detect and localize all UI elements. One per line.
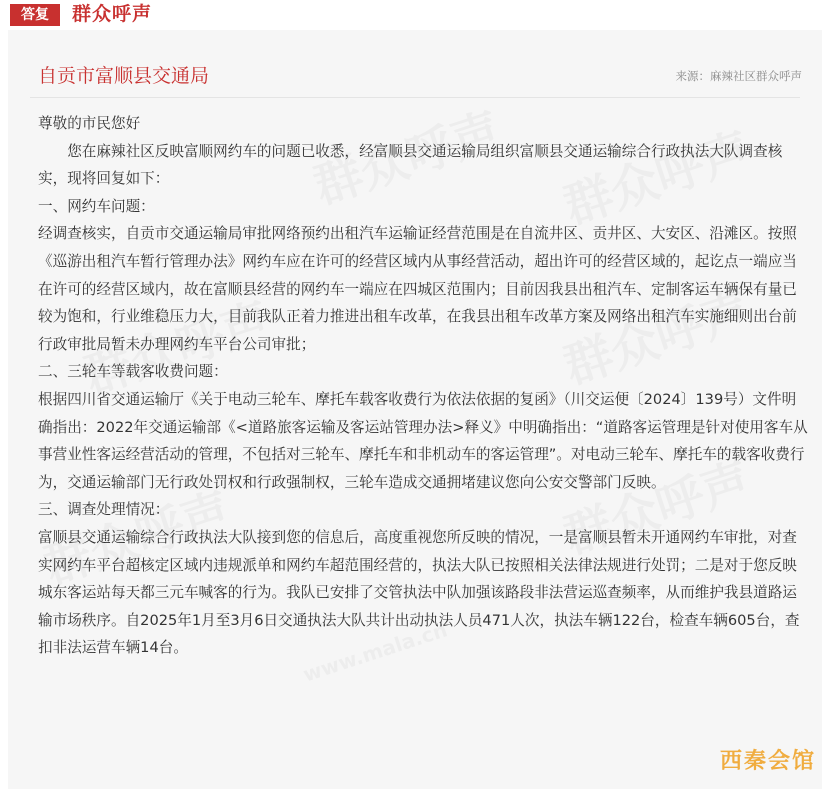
section-heading-2: 二、三轮车等载客收费问题： [38,363,228,381]
section-paragraph-1: 经调查核实，自贡市交通运输局审批网络预约出租汽车运输证经营范围是在自流井区、贡井区、大安区、沿滩区。按照《巡游出租汽车暂行管理办法》网约车应在许可的经营区域内从事经营活动，超出许可的经营区域的，起讫点一端应当在许可的经营区域内，故在富顺县经营的网约车一端应在四城区范围内；目前因我县出租汽车、定制客运车辆保有量已较为饱和，行业维稳压力大，目前我队正着力推进出租车改革，在我县出租车改革方案及网络出租汽车实施细则出台前行政审批局暂未办理网约车平台公司审批； [38,225,797,353]
greeting: 尊敬的市民您好 [38,115,141,132]
intro-paragraph: 您在麻辣社区反映富顺网约车的问题已收悉，经富顺县交通运输局组织富顺县交通运输综合行政执法大队调查核实，现将回复如下： [38,142,783,188]
section-paragraph-2: 根据四川省交通运输厅《关于电动三轮车、摩托车载客收费行为依法依据的复函》（川交运便〔2024〕139号）文件明确指出：2022年交通运输部《<道路旅客运输及客运站管理办法>释义》中明确指出：“道路客运管理是针对使用客车从事营业性客运经营活动的管理，不包括对三轮车、摩托车和非机动车的客运管理”。对电动三轮车、摩托车的载客收费行为，交通运输部门无行政处罚权和行政强制权，三轮车造成交通拥堵建议您向公安交警部门反映。 [38,390,808,491]
section-paragraph-3: 富顺县交通运输综合行政执法大队接到您的信息后，高度重视您所反映的情况，一是富顺县暂未开通网约车审批，对查实网约车平台超核定区域内违规派单和网约车超范围经营的，执法大队已按照相关法律法规进行处罚；二是对于您反映城东客运站每天都三元车喊客的行为。我队已安排了交管执法中队加强该路段非法营运巡查频率，从而维护我县道路运输市场秩序。自2025年1月至3月6日交通执法大队共计出动执法人员471人次，执法车辆122台，检查车辆605台，查扣非法运营车辆14台。 [38,528,800,657]
article-source: 来源：麻辣社区群众呼声 [675,69,802,83]
brand-title[interactable]: 群众呼声 [72,3,153,25]
section-heading-3: 三、调查处理情况： [38,501,170,519]
article-body [38,110,808,662]
section-heading-1: 一、网约车问题： [38,197,155,215]
article-org-title: 自贡市富顺县交通局 [38,65,210,87]
reply-tag: 答复 [10,4,60,26]
corner-logo: 西秦会馆 [719,749,816,774]
top-bar [0,0,830,30]
title-divider [30,97,800,98]
